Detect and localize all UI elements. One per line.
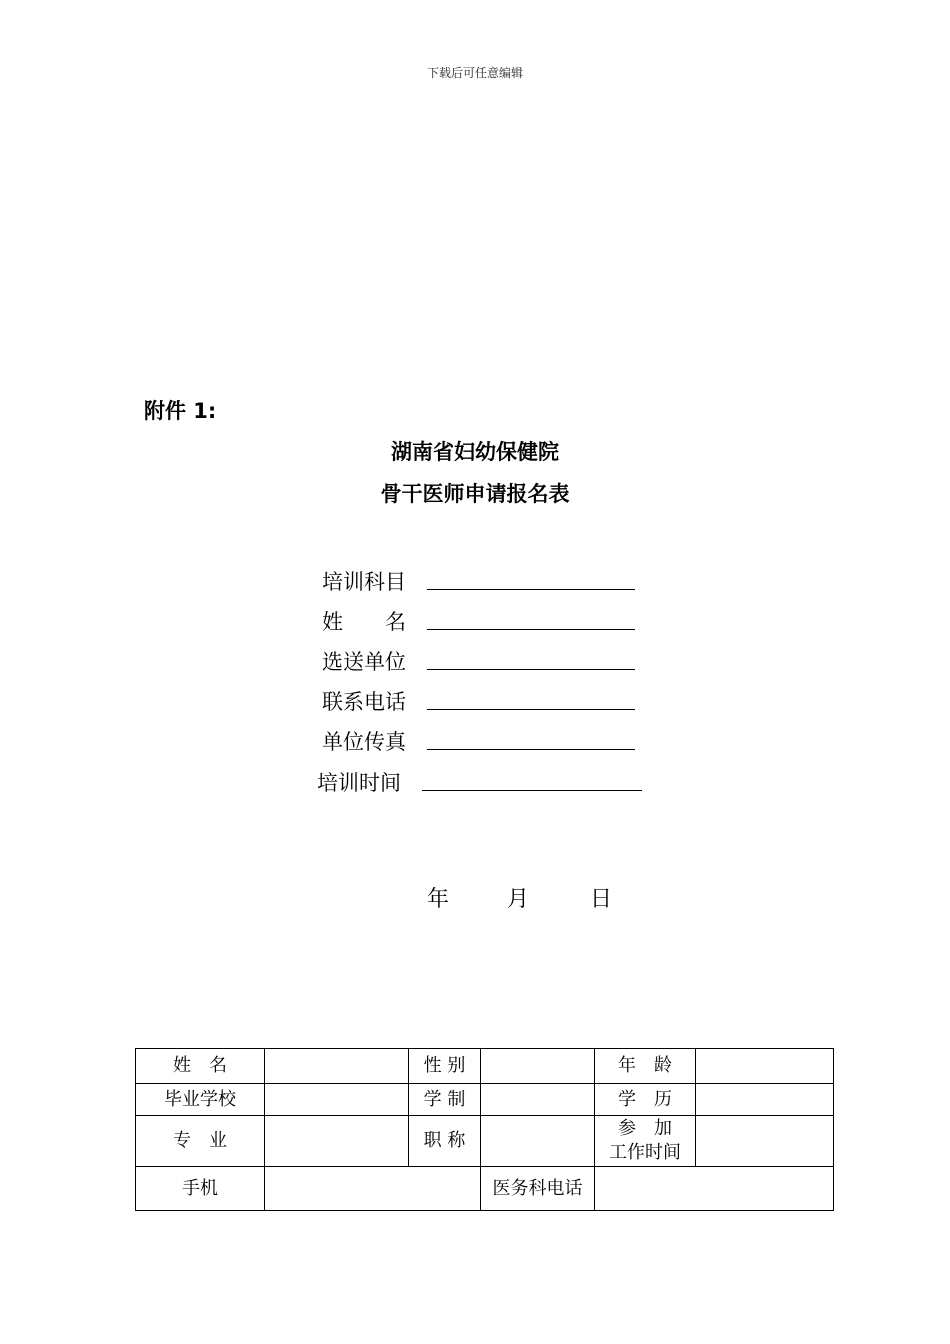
field-line-sending-unit[interactable] bbox=[427, 669, 635, 670]
cell-label-education: 学 历 bbox=[595, 1084, 696, 1116]
field-line-name[interactable] bbox=[427, 629, 635, 630]
cell-value-schooling[interactable] bbox=[481, 1084, 595, 1116]
table-row bbox=[136, 1167, 834, 1211]
table-row bbox=[136, 1049, 834, 1084]
cell-value-name[interactable] bbox=[265, 1049, 409, 1084]
cell-label-schooling: 学 制 bbox=[409, 1084, 481, 1116]
field-label-training-time: 培训时间 bbox=[317, 771, 401, 795]
field-label-sending-unit: 选送单位 bbox=[322, 650, 406, 674]
cell-label-gender: 性 别 bbox=[409, 1049, 481, 1084]
field-line-phone[interactable] bbox=[427, 709, 635, 710]
field-label-name: 姓 名 bbox=[322, 610, 406, 634]
cell-value-age[interactable] bbox=[696, 1049, 834, 1084]
table-row bbox=[136, 1116, 834, 1167]
field-label-fax: 单位传真 bbox=[322, 730, 406, 754]
cell-value-medical-office-phone[interactable] bbox=[595, 1167, 834, 1211]
cell-value-gender[interactable] bbox=[481, 1049, 595, 1084]
work-start-line2: 工作时间 bbox=[609, 1142, 681, 1163]
field-label-training-subject: 培训科目 bbox=[322, 570, 406, 594]
cell-label-work-start bbox=[595, 1116, 696, 1167]
cell-value-work-start[interactable] bbox=[696, 1116, 834, 1167]
field-line-fax[interactable] bbox=[427, 749, 635, 750]
table-row bbox=[136, 1084, 834, 1116]
cell-label-major: 专 业 bbox=[136, 1116, 265, 1167]
date-year: 年 bbox=[427, 887, 450, 912]
cell-value-mobile[interactable] bbox=[265, 1167, 481, 1211]
cell-label-name: 姓 名 bbox=[136, 1049, 265, 1084]
cell-label-age: 年 龄 bbox=[595, 1049, 696, 1084]
cell-value-title[interactable] bbox=[481, 1116, 595, 1167]
cell-value-education[interactable] bbox=[696, 1084, 834, 1116]
cell-label-mobile: 手机 bbox=[136, 1167, 265, 1211]
cell-value-major[interactable] bbox=[265, 1116, 409, 1167]
date-month: 月 bbox=[507, 887, 530, 912]
cell-label-medical-office-phone: 医务科电话 bbox=[481, 1167, 595, 1211]
info-table bbox=[135, 1048, 834, 1211]
work-start-line1: 参 加 bbox=[618, 1118, 672, 1139]
title-hospital: 湖南省妇幼保健院 bbox=[391, 440, 559, 464]
attachment-label: 附件 1: bbox=[144, 399, 217, 423]
date-day: 日 bbox=[590, 887, 613, 912]
field-label-phone: 联系电话 bbox=[322, 690, 406, 714]
cell-label-title: 职 称 bbox=[409, 1116, 481, 1167]
field-line-training-subject[interactable] bbox=[427, 589, 635, 590]
header-note: 下载后可任意编辑 bbox=[426, 66, 523, 80]
cell-label-school: 毕业学校 bbox=[136, 1084, 265, 1116]
cell-value-school[interactable] bbox=[265, 1084, 409, 1116]
field-line-training-time[interactable] bbox=[422, 790, 642, 791]
title-form: 骨干医师申请报名表 bbox=[380, 482, 570, 506]
